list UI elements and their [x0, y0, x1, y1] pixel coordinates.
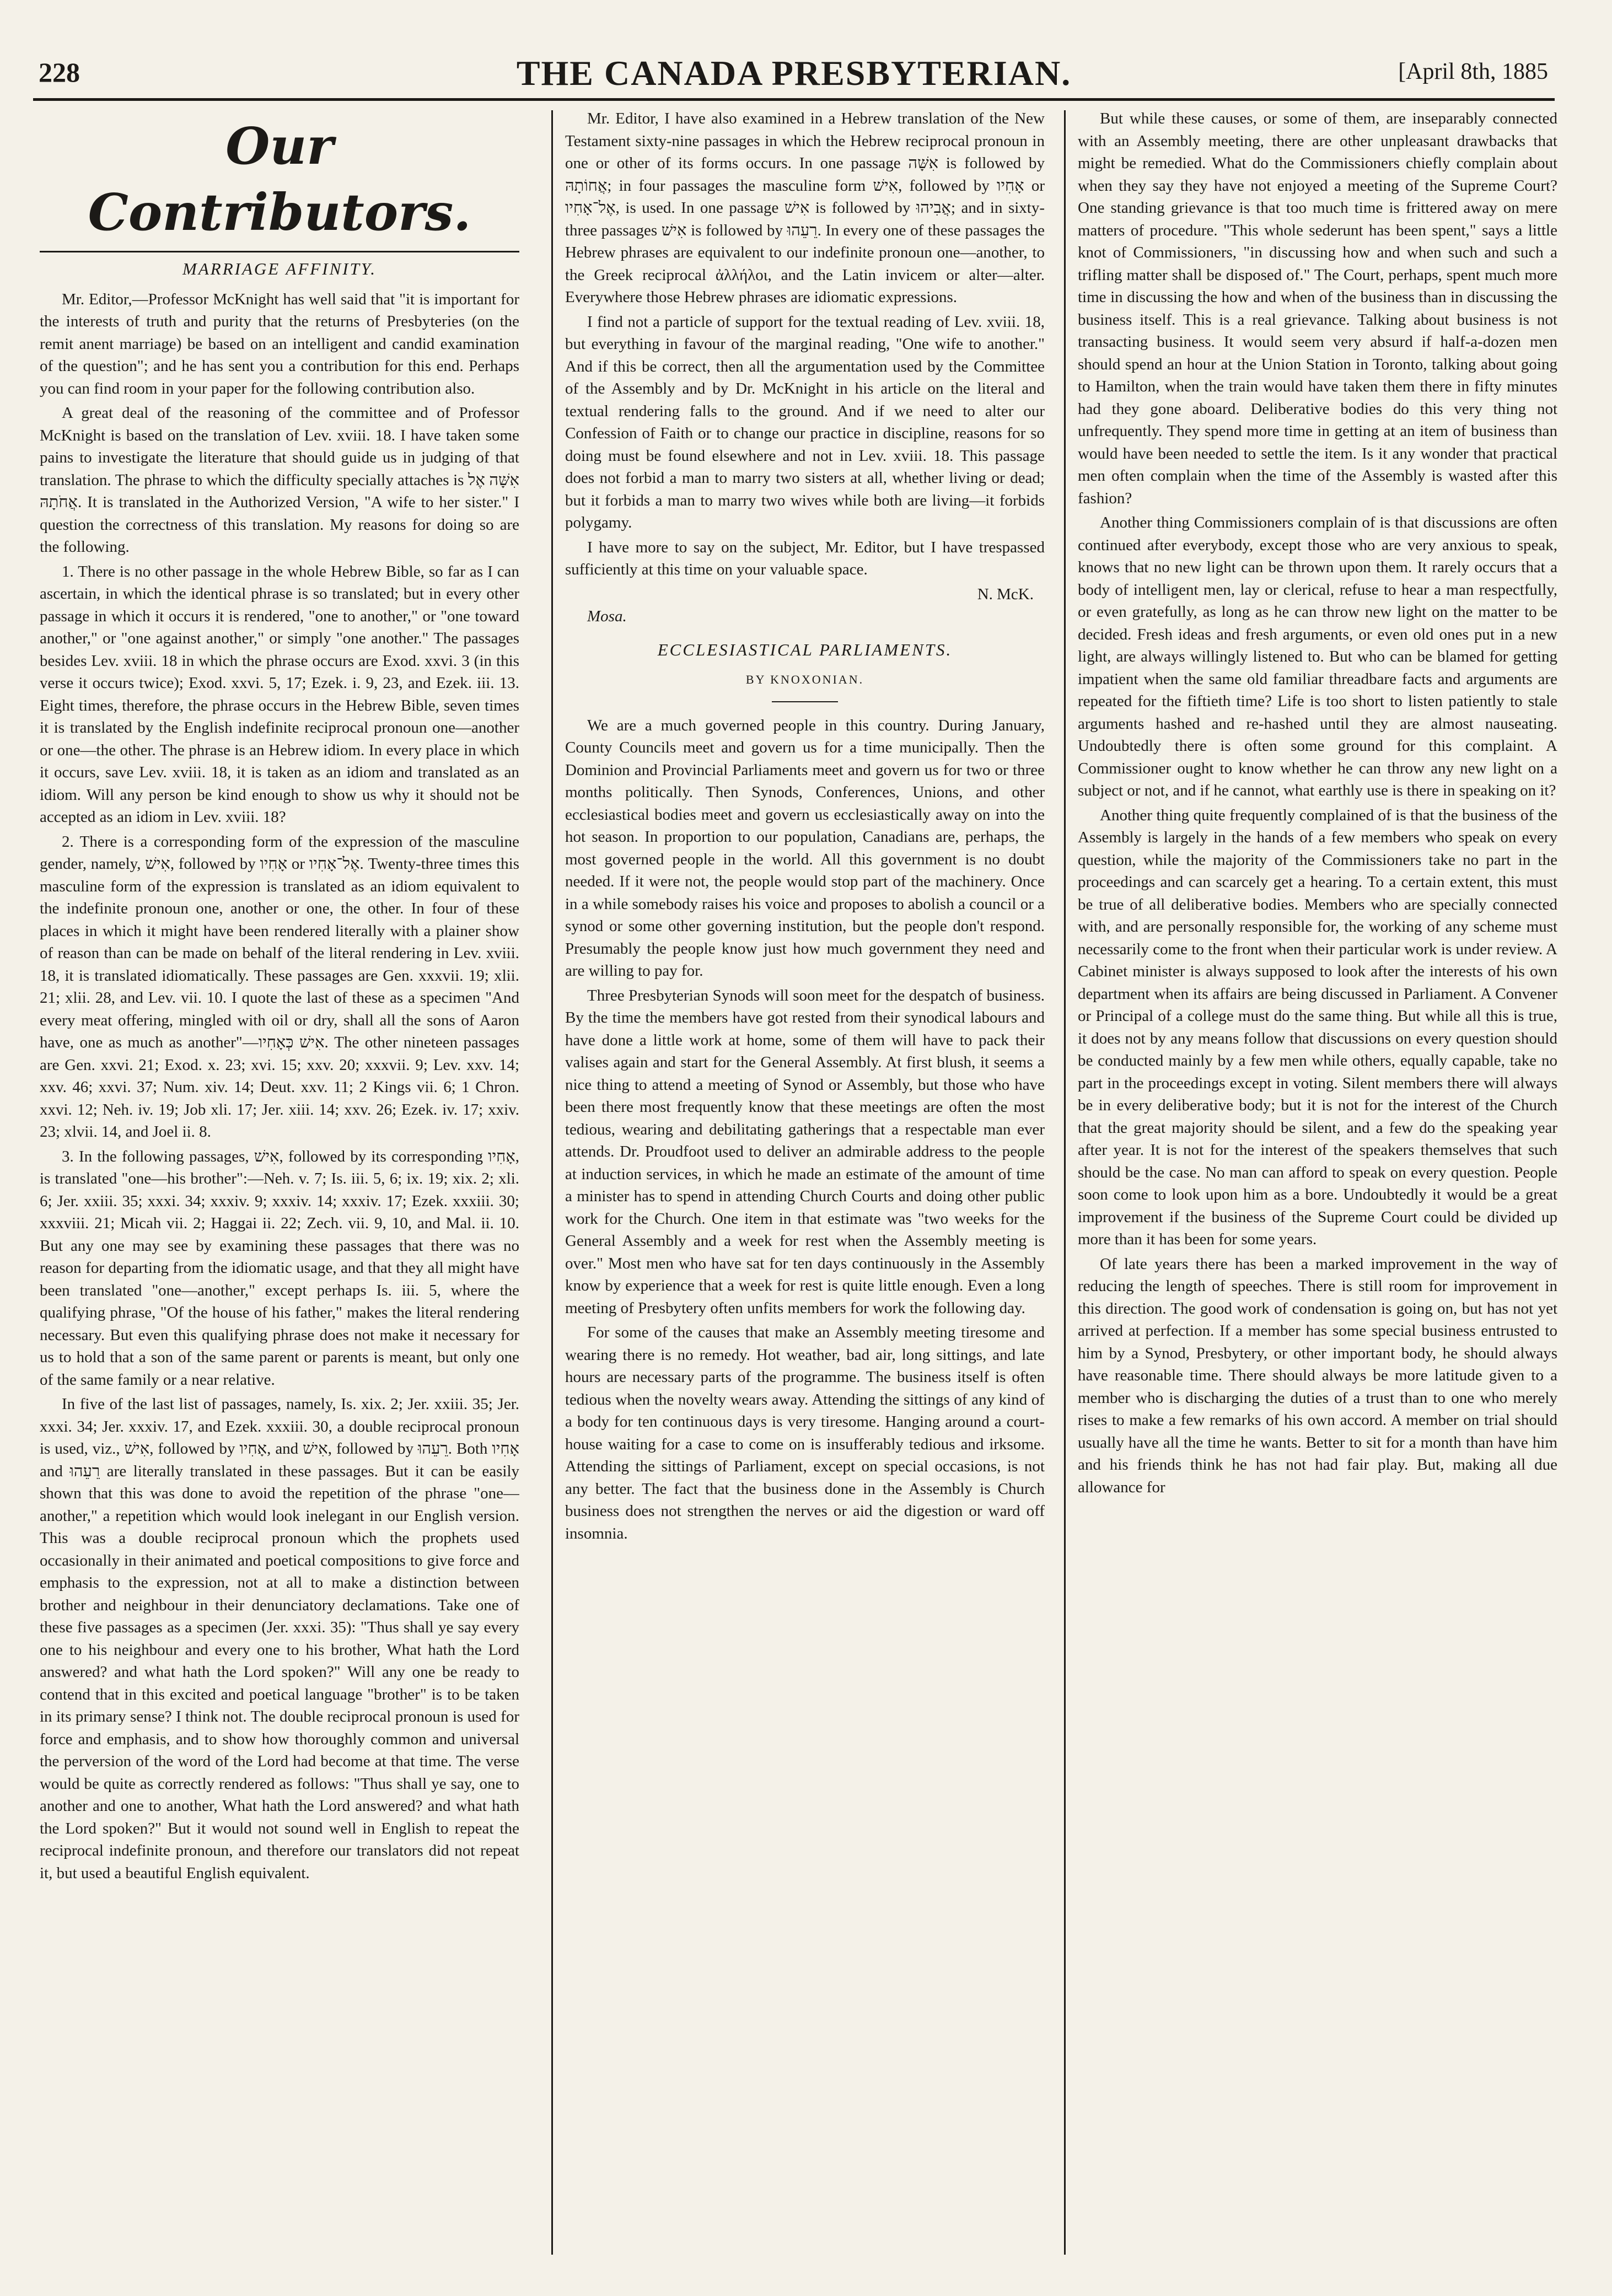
publication-title: THE CANADA PRESBYTERIAN. — [516, 53, 1072, 93]
divider — [772, 701, 838, 702]
paragraph: A great deal of the reasoning of the committee and of Professor McKnight is based on the translation of Lev. xviii. 18. I have taken some pains to investigate the literature that should guide us in judging of that translation. The phrase to which the difficulty specially attaches is אִשָּׁה אֶל אֲחֹתָהּ. It is translated in the Authorized Version, "A wife to her sister." I question the correctness of this translation. My reasons for doing so are the following. — [40, 404, 519, 556]
column-1 — [40, 107, 519, 2274]
paragraph: But while these causes, or some of them, are inseparably connected with an Assembly meeting, there are other unpleasant drawbacks that might be remedied. What do the Commissioners chiefly complain about when they say they have not enjoyed a meeting of the Supreme Court? One standing grievance is that too much time is frittered away on mere matters of procedure. "This whole sederunt has been spent," says a little knot of Commissioners, "in discussing how and when such and such a trifling matter shall be disposed of." The Court, perhaps, spent much more time in discussing the how and when of the business than in discussing the business itself. This is a real grievance. Talking about business is not transacting business. It would seem very absurd if half-a-dozen men should spend an hour at the Union Station in Toronto, talking about going to Hamilton, when the train would have taken them there in fifty minutes had they gone aboard. Deliberative bodies do this very thing not unfrequently. They spend more time in getting at an item of business than would have been needed to settle the item. Is it any wonder that practical men often complain when the time of the Assembly is wasted after this fashion? — [1078, 110, 1557, 507]
paragraph: Of late years there has been a marked improvement in the way of reducing the length of speeches. There is still room for improvement in this direction. The good work of condensation is going on, but has not yet arrived at perfection. If a member has some special business entrusted to him by a Synod, Presbytery, or other important body, he should always have reasonable time. There should always be more latitude given to a member who is discharging the duties of a trust than to one who merely rises to make a few remarks of his own accord. A member on trial should usually have all the time he wants. Better to sit for a month than have him and his friends think he has not had fair play. But, making all due allowance for — [1078, 1255, 1557, 1496]
issue-date: [April 8th, 1885 — [1398, 59, 1548, 84]
paragraph: For some of the causes that make an Assembly meeting tiresome and wearing there is no remedy. Hot weather, bad air, long sittings, and late hours are necessary parts of the programme. The business itself is often tedious when the novelty wears away. Attending the sittings of any kind of a body for ten continuous days is very tiresome. Hanging around a court-house waiting for a case to come on is insufferably tedious and irksome. Attending the sittings of Parliament, except on special occasions, is not any better. The fact that the business done in the Assembly is Church business does not strengthen the nerves or aid the digestion or ward off insomnia. — [565, 1324, 1045, 1542]
paragraph: 3. In the following passages, אִישׁ, followed by its corresponding אָחִיו, is translated "one—his brother":—Neh. v. 7; Is. iii. 5, 6; ix. 19; xix. 2; xli. 6; Jer. xxiii. 35; xxxi. 34; xxxiv. 9; xxxiv. 14; xxxiv. 17; Ezek. xxxiii. 30; xxxviii. 21; Micah vii. 2; Haggai ii. 22; Zech. vii. 9, 10, and Mal. ii. 10. But any one may see by examining these passages that there was no reason for departing from the idiomatic usage, and that they all might have been translated "one—another," except perhaps Is. iii. 5, where the qualifying phrase, "Of the house of his father," makes the literal rendering necessary. But even this qualifying phrase does not make it necessary for us to hold that a son of the same parent or parents is meant, but only one of the same family or a near relative. — [40, 1147, 519, 1389]
paragraph: Another thing Commissioners complain of is that discussions are often continued after everybody, except those who are very anxious to speak, knows that no new light can be thrown upon them. It rarely occurs that a body of intelligent men, lay or clerical, refuse to hear a man respectfully, or even gratefully, as long as he can throw new light on the matter to be decided. Fresh ideas and fresh arguments, or even old ones put in a new light, are always willingly listened to. But who can be blamed for getting impatient when the same old familiar threadbare facts and arguments are repeated for the fiftieth time? Life is too short to listen patiently to stale arguments hashed and re-hashed until they are almost nauseating. Undoubtedly there is often some ground for this complaint. A Commissioner ought to know whether he can throw any new light on a subject or not, and if he cannot, what earthly use is there in speaking on it? — [1078, 514, 1557, 799]
column-3 — [1078, 107, 1557, 2274]
paragraph: Mr. Editor,—Professor McKnight has well said that "it is important for the interests of truth and purity that the returns of Presbyteries (on the remit anent marriage) be based on an intelligent and candid examination of the question"; and he has sent you a contribution for this end. Perhaps you can find room in your paper for the following contribution also. — [40, 290, 519, 397]
page-number: 228 — [39, 57, 80, 88]
article-title-marriage-affinity: MARRIAGE AFFINITY. — [182, 259, 377, 278]
paragraph: I find not a particle of support for the textual reading of Lev. xviii. 18, but everything in favour of the marginal reading, "One wife to another." And if this be correct, then all the argumentation used by the Committee of the Assembly and by Dr. McKnight in his article on the literal and textual rendering falls to the ground. And if we need to alter our Confession of Faith or to change our practice in discipline, reasons for so doing must be found elsewhere and not in Lev. xviii. 18. This passage does not forbid a man to marry two sisters at all, whether living or dead; but it forbids a man to marry two wives while both are living—it forbids polygamy. — [565, 313, 1045, 531]
byline: BY KNOXONIAN. — [745, 673, 864, 686]
column-rule — [551, 110, 553, 2255]
paragraph: In five of the last list of passages, namely, Is. xix. 2; Jer. xxiii. 35; Jer. xxxi. 34; Jer. xxxiv. 17, and Ezek. xxxiii. 30, a double reciprocal pronoun is used, viz., אִישׁ, followed by אָחִיו, and אִישׁ, followed by רֵעֵהוּ. Both אָחִיו and רֵעֵהוּ are literally translated in these passages. But it can be easily shown that this was done to avoid the repetition of the phrase "one—another," a repetition which would look inelegant in our English version. This was a double reciprocal pronoun which the prophets used occasionally in their animated and poetical compositions to give force and emphasis to the expression, not at all to make a distinction between brother and neighbour in their denunciatory declamations. Take one of these five passages as a specimen (Jer. xxxi. 35): "Thus shall ye say every one to his neighbour and every one to his brother, What hath the Lord answered? and what hath the Lord spoken?" Will any one be ready to contend that in this excited and poetical language "brother" is to be taken in its primary sense? I think not. The double reciprocal pronoun is used for force and emphasis, and to show how thoroughly common and universal the perversion of the word of the Lord had become at that time. The verse would be quite as correctly rendered as follows: "Thus shall ye say, one to another and one to another, What hath the Lord answered? and what hath the Lord spoken?" But it would not sound well in English to repeat the reciprocal indefinite pronoun, and therefore our translators did not repeat it, but used a beautiful English equivalent. — [40, 1395, 519, 1882]
paragraph: 2. There is a corresponding form of the expression of the masculine gender, namely, אִישׁ, followed by אָחִיו or אֶל־אָחִיו. Twenty-three times this masculine form of the expression is translated as an idiom equivalent to the indefinite pronoun one, another or one, the other. In four of these places in which it might have been rendered literally with a plainer show of reason than can be made on behalf of the literal rendering in Lev. xviii. 18, it is translated idiomatically. These passages are Gen. xxxvii. 19; xlii. 21; xlii. 28, and Lev. vii. 10. I quote the last of these as a specimen "And every meat offering, mingled with oil or dry, shall all the sons of Aaron have, one as much as another"—אִישׁ כְּאָחִיו. The other nineteen passages are Gen. xxvi. 21; Exod. x. 23; xvi. 15; xxv. 20; xxxvii. 9; Lev. xxv. 14; xxv. 46; xxvi. 37; Num. xiv. 14; Deut. xxv. 11; 2 Kings vii. 6; 1 Chron. xxvi. 12; Neh. iv. 19; Job xli. 17; Jer. xiii. 14; xxv. 26; Ezek. iv. 17; xxiv. 23; xlvii. 14, and Joel ii. 8. — [40, 832, 519, 1141]
paragraph: We are a much governed people in this country. During January, County Councils meet and govern us for a time municipally. Then the Dominion and Provincial Parliaments meet and govern us for two or three months politically. Then Synods, Conferences, Unions, and other ecclesiastical bodies meet and govern us ecclesiastically away on into the hot season. In proportion to our population, Canadians are, perhaps, the most governed people in the world. All this government is no doubt needed. If it were not, the people would stop part of the machinery. Once in a while somebody raises his voice and proposes to abolish a council or a synod or some other governing institution, but the people don't respond. Presumably the people know just how much government they need and are willing to pay for. — [565, 716, 1045, 980]
masthead — [33, 49, 1555, 101]
signature: N. McK. — [977, 585, 1034, 603]
paragraph: Mr. Editor, I have also examined in a Hebrew translation of the New Testament sixty-nine passages in which the Hebrew reciprocal pronoun in one or other of its forms occurs. In one passage אִשָּׁה is followed by אֲחוֹתָהּ; in four passages the masculine form אִישׁ, followed by אָחִיו or אֶל־אָחִיו, is used. In one passage אִישׁ is followed by אֲבִיהוּ; and in sixty-three passages אִישׁ is followed by רֵעֵהוּ. In every one of these passages the Hebrew phrases are equivalent to our indefinite pronoun one—another, to the Greek reciprocal ἀλλήλοι, and the Latin invicem or alter—alter. Everywhere those Hebrew phrases are idiomatic expressions. — [565, 110, 1045, 306]
paragraph: 1. There is no other passage in the whole Hebrew Bible, so far as I can ascertain, in which the identical phrase is so translated; but in every other passage in which it occurs it is rendered, "one to another," or "one toward another," or "one against another," or simply "one another." The passages besides Lev. xviii. 18 in which the phrase occurs are Exod. xxvi. 3 (in this verse it occurs twice); Exod. xxvi. 5, 17; Ezek. i. 9, 23, and Ezek. iii. 13. Eight times, therefore, the phrase occurs in the Hebrew Bible, seven times it is translated by the English indefinite reciprocal pronoun one—another or one—the other. The phrase is an Hebrew idiom. In every place in which it occurs, save Lev. xviii. 18, it is taken as an idiom and translated as an idiom. Will any person be kind enough to show us why it should not be accepted as an idiom in Lev. xviii. 18? — [40, 562, 519, 826]
column-2 — [565, 107, 1045, 2274]
paragraph: Three Presbyterian Synods will soon meet for the despatch of business. By the time the members have got rested from their synodical labours and have done a little work at home, some of them will have to pack their valises again and start for the General Assembly. At first blush, it seems a nice thing to attend a meeting of Synod or Assembly, but those who have been there most frequently know that these meetings are often the most tedious, wearing and debilitating gatherings that a respectable man ever attends. Dr. Proudfoot used to deliver an admirable address to the people at induction services, in which he made an estimate of the amount of time a minister has to spend in attending Church Courts and doing other public work for the Church. One item in that estimate was "two weeks for the General Assembly and a week for rest when the Assembly meeting is over." Most men who have sat for ten days continuously in the Assembly know by experience that a week for rest is quite little enough. Even a long meeting of Presbytery often unfits members for work the following day. — [565, 986, 1045, 1317]
section-title: Our Contributors. — [40, 113, 519, 252]
column-rule — [1064, 110, 1066, 2255]
signature-place: Mosa. — [587, 607, 627, 625]
paragraph: I have more to say on the subject, Mr. Editor, but I have trespassed sufficiently at this time on your valuable space. — [565, 538, 1045, 578]
article-title-ecclesiastical-parliaments: ECCLESIASTICAL PARLIAMENTS. — [657, 639, 953, 659]
paragraph: Another thing quite frequently complained of is that the business of the Assembly is largely in the hands of a few members who speak on every question, while the majority of the Commissioners take no part in the proceedings and can scarcely get a hearing. To a certain extent, this must be true of all deliberative bodies. Members who are specially connected with, and are personally responsible for, the working of any scheme must necessarily come to the front when their particular work is under review. A Cabinet minister is always supposed to look after the interests of his own department when its affairs are being discussed in Parliament. A Convener or Principal of a college must do the same thing. But while all this is true, it does not by any means follow that discussions on every question should be conducted mainly by a few men while others, equally capable, take no part in the proceedings except in voting. Silent members there will always be in every deliberative body; but it is not for the interest of the Church that the great majority should be silent, and a few do the speaking year after year. It is not for the interest of the speakers themselves that such should be the case. No man can afford to speak on every question. People soon come to look upon him as a bore. Undoubtedly it would be a great improvement if the business of the Supreme Court could be divided up more than it has been for some years. — [1078, 806, 1557, 1248]
